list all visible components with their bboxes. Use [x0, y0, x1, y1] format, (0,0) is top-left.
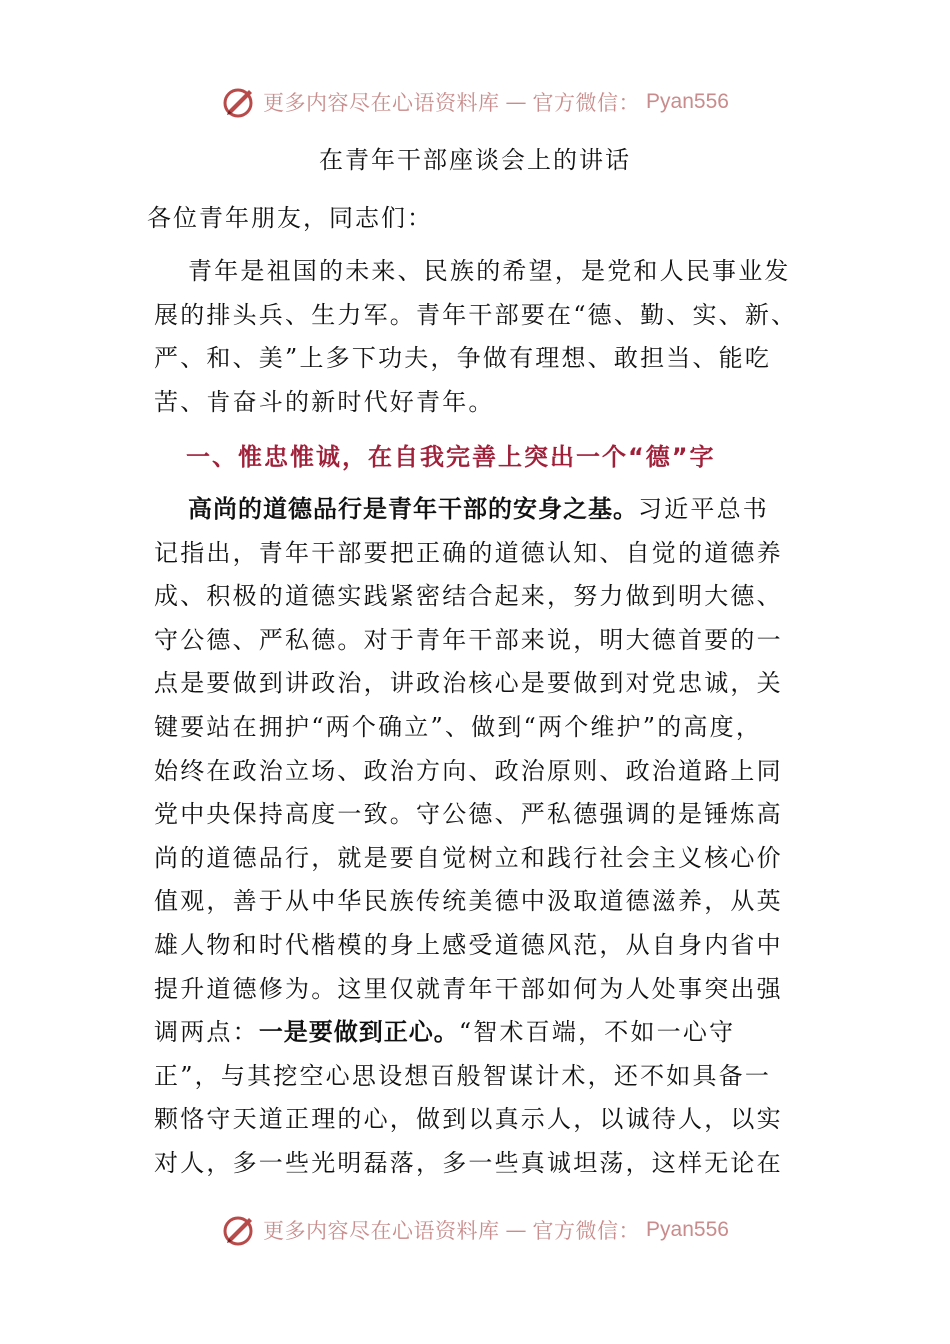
section-heading: 一、惟忠惟诚，在自我完善上突出一个“德”字	[186, 443, 716, 471]
watermark-separator: —	[505, 90, 527, 114]
text-line: 始终在政治立场、政治方向、政治原则、政治道路上同	[154, 756, 783, 785]
text-line: 记指出，青年干部要把正确的道德认知、自觉的道德养	[154, 538, 783, 567]
text-fragment: “智术百端，不如一心守	[458, 1018, 736, 1047]
watermark-separator: —	[505, 1218, 527, 1242]
watermark-footer	[0, 1210, 950, 1250]
text-line: 尚的道德品行，就是要自觉树立和践行社会主义核心价	[154, 843, 783, 872]
salutation: 各位青年朋友，同志们：	[147, 204, 433, 232]
text-fragment: 习近平总书	[638, 495, 769, 523]
text-line: 对人，多一些光明磊落，多一些真诚坦荡，这样无论在	[154, 1148, 783, 1177]
section-paragraph	[154, 488, 802, 1186]
document-title: 在青年干部座谈会上的讲话	[319, 146, 631, 174]
watermark-id: Pyan556	[646, 90, 729, 113]
text-line: 守公德、严私德。对于青年干部来说，明大德首要的一	[154, 625, 783, 654]
text-line: 雄人物和时代楷模的身上感受道德风范，从自身内省中	[154, 930, 783, 959]
text-line: 青年是祖国的未来、民族的希望，是党和人民事业发	[188, 257, 791, 285]
text-line: 展的排头兵、生力军。青年干部要在“德、勤、实、新、	[154, 300, 798, 329]
text-line	[154, 1011, 802, 1055]
text-line: 苦、肯奋斗的新时代好青年。	[154, 387, 495, 416]
pen-logo-icon	[221, 84, 257, 120]
watermark-label: 官方微信：	[532, 91, 641, 115]
text-line: 值观，善于从中华民族传统美德中汲取道德滋养，从英	[154, 887, 783, 916]
text-line: 严、和、美”上多下功夫，争做有理想、敢担当、能吃	[154, 344, 772, 373]
text-line: 成、积极的道德实践紧密结合起来，努力做到明大德、	[154, 582, 783, 611]
text-line: 提升道德修为。这里仅就青年干部如何为人处事突出强	[154, 974, 783, 1003]
text-line: 点是要做到讲政治，讲政治核心是要做到对党忠诚，关	[154, 669, 783, 698]
watermark-text: 更多内容尽在心语资料库	[263, 91, 500, 115]
text-line	[154, 488, 802, 532]
text-line: 正”，与其挖空心思设想百般智谋计术，还不如具备一	[154, 1061, 772, 1090]
text-line: 党中央保持高度一致。守公德、严私德强调的是锤炼高	[154, 800, 783, 829]
bold-lead: 高尚的道德品行是青年干部的安身之基。	[188, 495, 638, 523]
watermark-text: 更多内容尽在心语资料库	[263, 1219, 500, 1243]
bold-point: 一是要做到正心。	[258, 1018, 459, 1047]
text-line: 颗恪守天道正理的心，做到以真示人，以诚待人，以实	[154, 1105, 783, 1134]
intro-paragraph	[154, 250, 802, 424]
watermark-header	[0, 82, 950, 122]
pen-logo-icon	[221, 1212, 257, 1248]
text-fragment: 调两点：	[154, 1018, 259, 1047]
watermark-label: 官方微信：	[532, 1219, 641, 1243]
watermark-id: Pyan556	[646, 1218, 729, 1241]
text-line: 键要站在拥护“两个确立”、做到“两个维护”的高度，	[154, 712, 763, 741]
